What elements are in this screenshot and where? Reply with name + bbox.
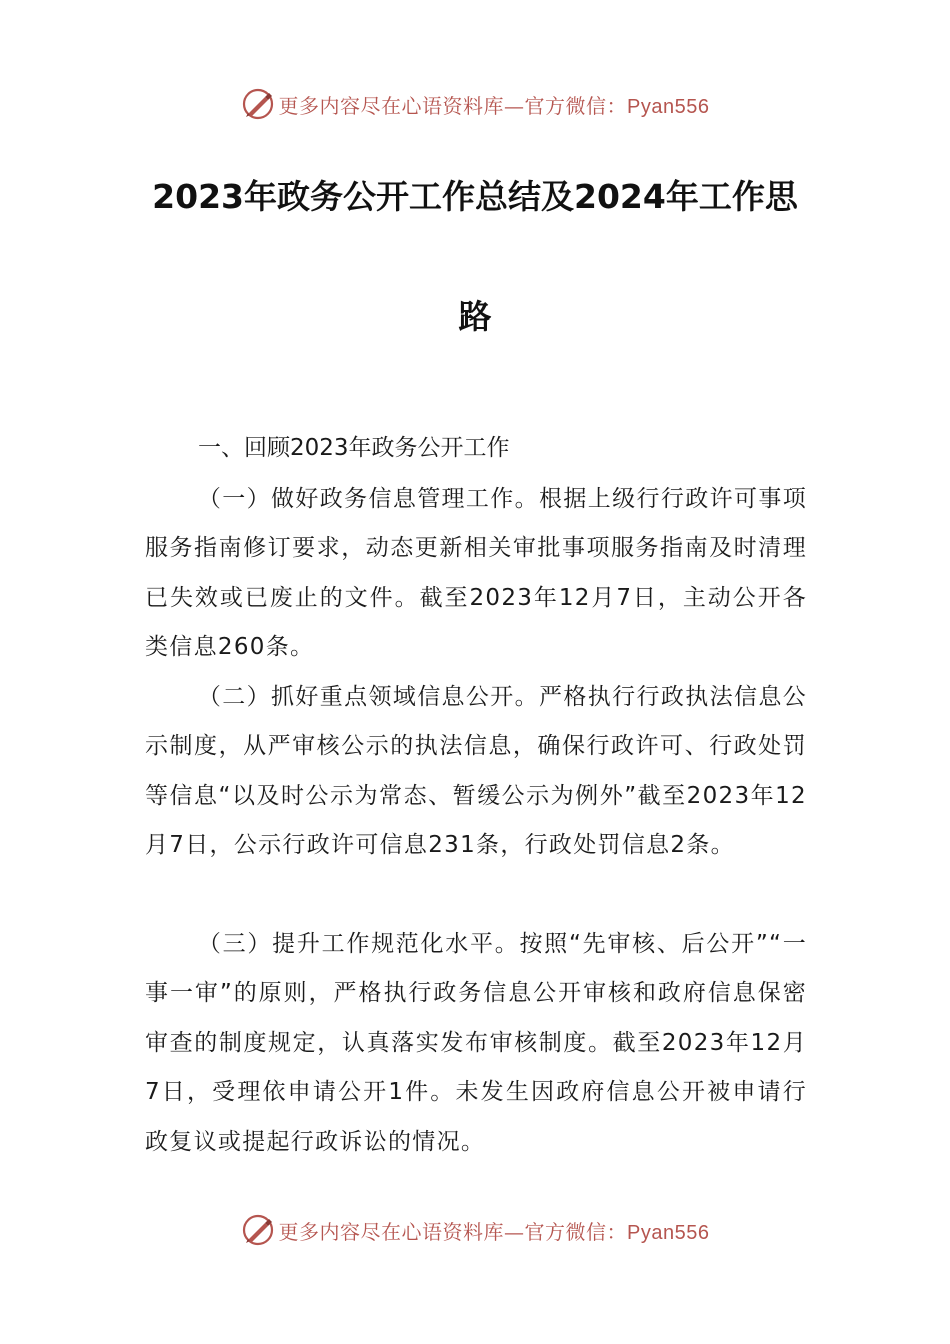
paragraph-text: （三）提升工作规范化水平。按照“先审核、后公开”“一事一审”的原则，严格执行政务信息公开审核和政府信息保密审查的制度规定，认真落实发布审核制度。截至2023年12月7日，受理依申请公开1件。未发生因政府信息公开被申请行政复议或提起行政诉讼的情况。 — [145, 931, 807, 1155]
pen-logo-icon — [241, 1213, 275, 1247]
paragraph-2 — [145, 673, 807, 871]
document-title-line2: 路 — [458, 297, 492, 336]
pen-logo-icon — [241, 87, 275, 121]
section-heading: 一、回顾2023年政务公开工作 — [198, 435, 510, 461]
paragraph-text: （二）抓好重点领域信息公开。严格执行行政执法信息公示制度，从严审核公示的执法信息，确保行政许可、行政处罚等信息“以及时公示为常态、暂缓公示为例外”截至2023年12月7日，公示行政许可信息231条，行政处罚信息2条。 — [145, 684, 807, 859]
paragraph-1 — [145, 475, 807, 673]
watermark-text — [279, 90, 710, 119]
watermark-label: 更多内容尽在心语资料库—官方微信： — [278, 1219, 628, 1244]
watermark-text — [279, 1216, 710, 1245]
watermark-label: 更多内容尽在心语资料库—官方微信： — [278, 93, 628, 118]
wechat-id: Pyan556 — [627, 95, 710, 118]
footer-watermark-banner — [0, 1212, 950, 1248]
paragraph-text: （一）做好政务信息管理工作。根据上级行行政许可事项服务指南修订要求，动态更新相关审批事项服务指南及时清理已失效或已废止的文件。截至2023年12月7日，主动公开各类信息260条。 — [145, 486, 807, 661]
wechat-id: Pyan556 — [627, 1221, 710, 1244]
header-watermark-banner — [0, 86, 950, 122]
document-title-line1: 2023年政务公开工作总结及2024年工作思 — [152, 177, 798, 216]
paragraph-3 — [145, 920, 807, 1167]
